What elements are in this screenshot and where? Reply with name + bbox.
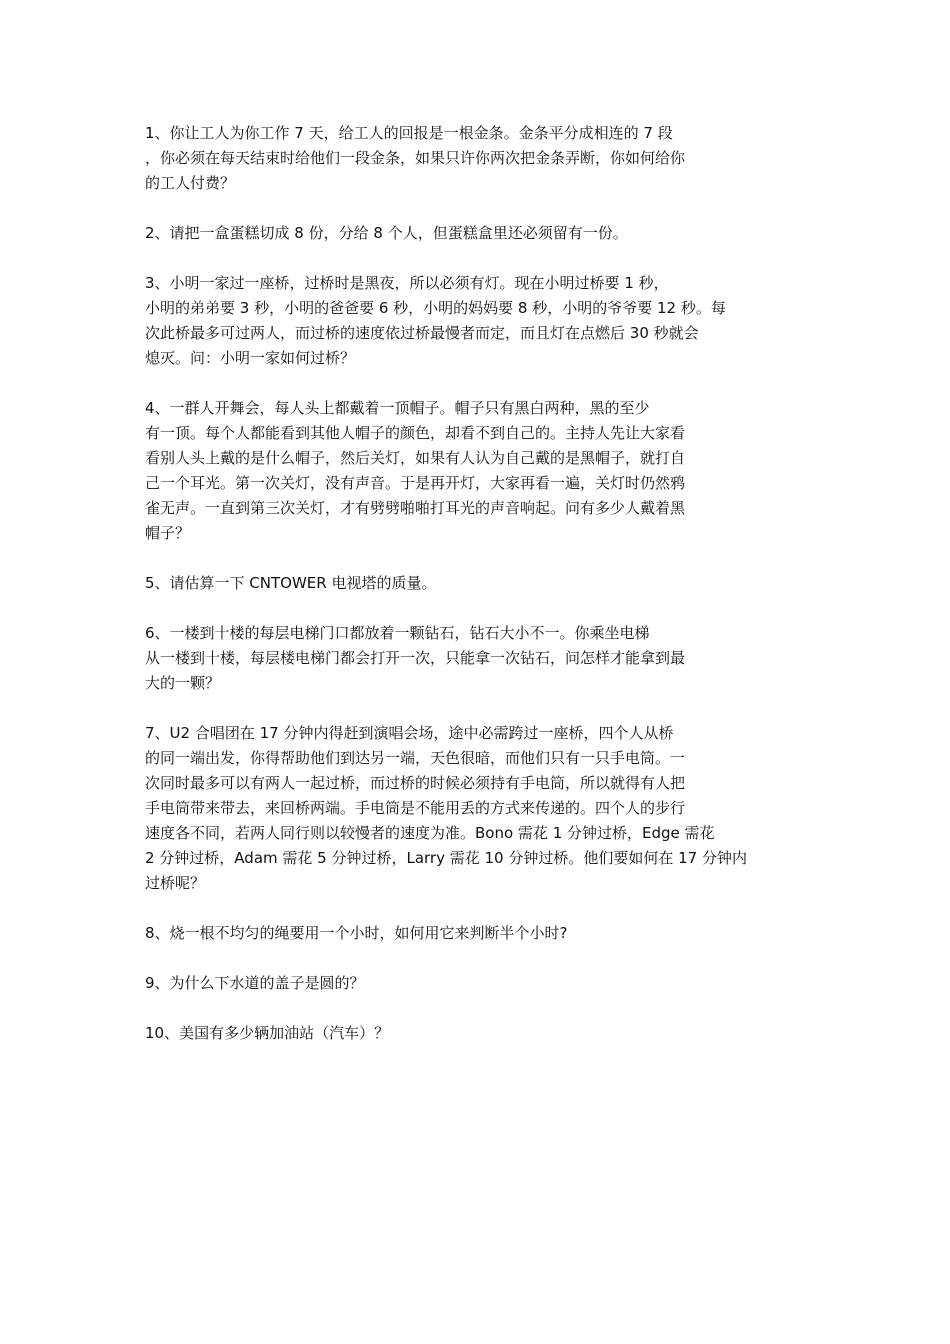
- question-line: 帽子？: [145, 524, 191, 542]
- question-line: 1、你让工人为你工作 7 天，给工人的回报是一根金条。金条平分成相连的 7 段: [145, 124, 673, 142]
- question-line: 8、烧一根不均匀的绳要用一个小时，如何用它来判断半个小时?: [145, 924, 568, 942]
- question-line: 的同一端出发，你得帮助他们到达另一端，天色很暗，而他们只有一只手电筒。一: [145, 749, 686, 767]
- question-line: 7、U2 合唱团在 17 分钟内得赶到演唱会场，途中必需跨过一座桥，四个人从桥: [145, 724, 674, 742]
- question-5: [145, 571, 845, 596]
- question-line: 10、美国有多少辆加油站（汽车）？: [145, 1024, 390, 1042]
- question-line: 次此桥最多可过两人，而过桥的速度依过桥最慢者而定，而且灯在点燃后 30 秒就会: [145, 324, 699, 342]
- question-line: 己一个耳光。第一次关灯，没有声音。于是再开灯，大家再看一遍，关灯时仍然鸦: [145, 474, 686, 492]
- question-line: 有一顶。每个人都能看到其他人帽子的颜色，却看不到自己的。主持人先让大家看: [145, 424, 686, 442]
- question-line: 过桥呢？: [145, 874, 206, 892]
- question-2: [145, 221, 845, 246]
- question-line: 2、请把一盒蛋糕切成 8 份，分给 8 个人，但蛋糕盒里还必须留有一份。: [145, 224, 628, 242]
- question-line: 6、一楼到十楼的每层电梯门口都放着一颗钻石，钻石大小不一。你乘坐电梯: [145, 624, 650, 642]
- question-7: [145, 721, 845, 896]
- question-8: [145, 921, 845, 946]
- question-line: 2 分钟过桥，Adam 需花 5 分钟过桥，Larry 需花 10 分钟过桥。他们要如何在 17 分钟内: [145, 849, 747, 867]
- question-line: 的工人付费？: [145, 174, 236, 192]
- question-line: 9、为什么下水道的盖子是圆的？: [145, 974, 365, 992]
- question-line: 大的一颗？: [145, 674, 221, 692]
- question-line: ，你必须在每天结束时给他们一段金条，如果只许你两次把金条弄断，你如何给你: [145, 149, 686, 167]
- question-3: [145, 271, 845, 371]
- question-line: 3、小明一家过一座桥，过桥时是黑夜，所以必须有灯。现在小明过桥要 1 秒，: [145, 274, 669, 292]
- question-9: [145, 971, 845, 996]
- question-line: 手电筒带来带去，来回桥两端。手电筒是不能用丢的方式来传递的。四个人的步行: [145, 799, 686, 817]
- question-10: [145, 1021, 845, 1046]
- question-line: 从一楼到十楼，每层楼电梯门都会打开一次，只能拿一次钻石，问怎样才能拿到最: [145, 649, 686, 667]
- question-line: 熄灭。问：小明一家如何过桥？: [145, 349, 356, 367]
- question-line: 次同时最多可以有两人一起过桥，而过桥的时候必须持有手电筒，所以就得有人把: [145, 774, 686, 792]
- question-line: 小明的弟弟要 3 秒，小明的爸爸要 6 秒，小明的妈妈要 8 秒，小明的爷爷要 12 秒。每: [145, 299, 726, 317]
- question-line: 速度各不同，若两人同行则以较慢者的速度为准。Bono 需花 1 分钟过桥，Edge 需花: [145, 824, 715, 842]
- question-line: 5、请估算一下 CNTOWER 电视塔的质量。: [145, 574, 437, 592]
- document-body: [145, 121, 845, 1071]
- question-line: 4、一群人开舞会，每人头上都戴着一顶帽子。帽子只有黑白两种，黑的至少: [145, 399, 650, 417]
- question-4: [145, 396, 845, 546]
- question-line: 看别人头上戴的是什么帽子，然后关灯，如果有人认为自己戴的是黑帽子，就打自: [145, 449, 686, 467]
- question-6: [145, 621, 845, 696]
- question-line: 雀无声。一直到第三次关灯，才有劈劈啪啪打耳光的声音响起。问有多少人戴着黑: [145, 499, 686, 517]
- question-1: [145, 121, 845, 196]
